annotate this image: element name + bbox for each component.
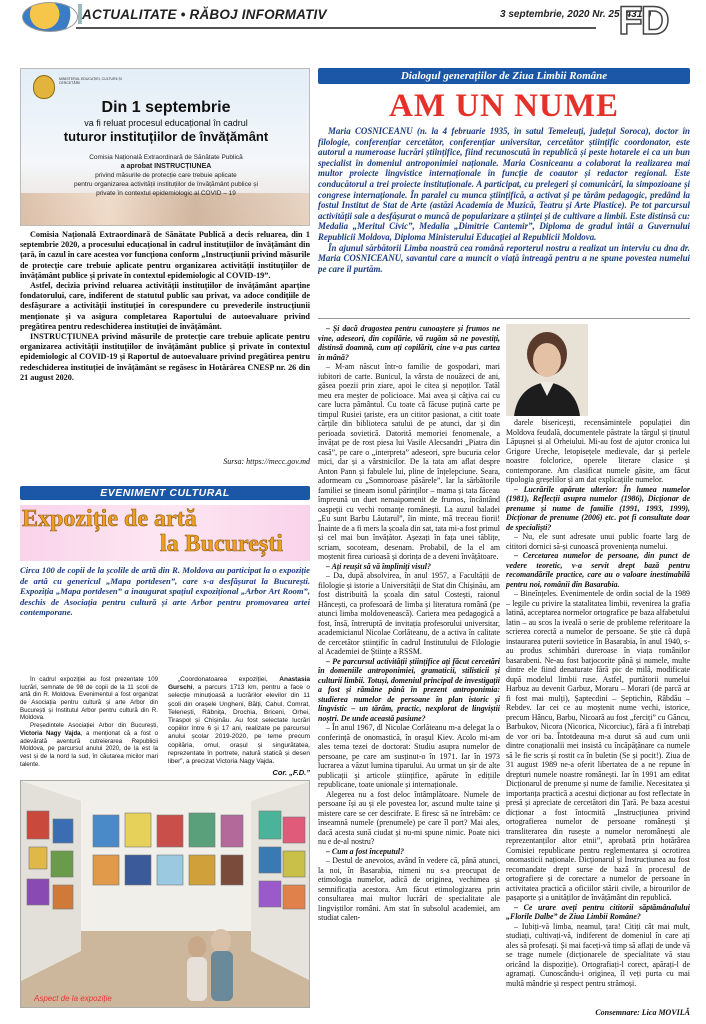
header-rule	[76, 27, 596, 29]
interview-column-1	[318, 324, 500, 923]
paragraph	[20, 722, 158, 768]
portrait-photo	[506, 324, 588, 416]
banner-detail-line: pentru organizarea activității instituțiilor de învățământ publice și	[74, 181, 258, 188]
answer: – Nu, ele sunt adresate unui public foarte larg de cititori dornici să-și cunoască proveniența numelui.	[506, 532, 690, 551]
article-column	[168, 676, 310, 766]
issue-date: 3 septembrie, 2020 Nr. 25 (4319)	[500, 9, 652, 20]
banner-detail-line: private în contextul epidemiologic al COVID – 19	[96, 190, 236, 197]
answer: Alegerea nu a fost deloc întâmplătoare. Numele de persoane își au și ele povestea lor, ascund multe taine și mistere care se cer descifrate. E firesc să ne întrebăm: ce înseamnă numele (prenumele) pe care îl port? Mai ales, dacă acesta sună ciudat și nu-mi spune nimic. Poate nici nu e de-al nostru?	[318, 789, 500, 846]
person-name: Anastasia Gurschi	[168, 676, 310, 692]
newspaper-logo: FD	[618, 0, 668, 43]
answer: – Destul de anevoios, având în vedere că, până atunci, la noi, în Basarabia, nimeni nu s-a preocupat de etimologia numelor, adică de originea, vechimea și semnificația acestora. Am făcut etimologizarea prin consultarea mai multor lucrări de specialitate ale lingviștilor români. Am stat în subsolul academiei, am studiat calen-	[318, 856, 500, 922]
headline-line-2: la București	[160, 531, 283, 557]
text-run: „Coordonatoarea expoziției,	[178, 676, 280, 683]
exhibition-photo	[20, 780, 310, 1008]
paragraph	[168, 676, 310, 766]
banner-subheading: va fi reluat procesul educațional în cadrul	[84, 118, 248, 128]
photo-caption: Aspect de la expoziție	[34, 994, 112, 1003]
announcement-banner	[20, 68, 310, 226]
paragraph: INSTRUCȚIUNEA privind măsurile de protecție care trebuie aplicate pentru organizarea activității instituțiilor de învățământ publice și private în contextul epidemiologic al COVID-19 și Raportul de autoevaluare privind pregătirea pentru redeschiderea instituției de învățământ se regăsesc în Hotărârea CNESP nr. 26 din 21 august 2020.	[20, 332, 310, 382]
interview-lead	[318, 126, 690, 274]
banner-details	[41, 153, 291, 198]
paragraph: În cadrul expoziției au fost prezentate 109 lucrări, semnate de 98 de copii de la 11 școli de artă din R. Moldova. Evenimentul a fost organizat de Asociația pentru cultură și arte Arbor din București și Institutul Arbor pentru cultură din R. Moldova.	[20, 676, 158, 722]
exhibition-photo-art	[21, 781, 310, 1008]
article-signature: Cor. „F.D.”	[272, 768, 310, 777]
section-title: ACTUALITATE • RĂBOJ INFORMATIV	[82, 7, 327, 22]
question: – Cercetarea numelor de persoane, din punct de vedere teoretic, v-a servit drept bază pentru recomandările practice, care au o valoare inestimabilă pentru noi, românii din Basarabia.	[506, 551, 690, 589]
text-run: , a parcurs 1713 km, pentru a face o selecție minuțioasă a lucrărilor elevilor din 11 școli din orașele Ungheni, Bălți, Cahul, Comrat, Telenești, Râbnița, Drochia, Briceni, Orhei, Tiraspol și Chișinău. Au fost selectate lucrări copiilor între 6 și 17 ani, realizate pe parcursul anului școlar 2019-2020, pe teme precum copilăria, omul, orașul și singurătatea, reprezentate în portrete, natură statică și desen liber”, a precizat Victoria Nagy Vajda.	[168, 684, 310, 765]
answer: – Da, după absolvirea, în anul 1957, a Facultății de filologie și istorie a Universității de Stat din Chișinău, am fost distribuită la școala din satul Costești, raionul Hâncești, ca profesoară de limba și literatura română (pe atunci limba moldovenească). Cariera mea pedagogică a fost, însă, întreruptă de invitația profesorului universitar, academicianul Nicolae Corlăteanu, de a activa în calitate de cercetător științific în cadrul Institutului de Filologie al Academiei de Științe a RSSM.	[318, 571, 500, 656]
interview-column-2	[506, 418, 690, 988]
interview-signature: Consemnare: Lica MOVILĂ	[595, 1008, 690, 1017]
answer: – În anul 1967, dl Nicolae Corlăteanu m-a delegat la o conferință de onomastică, în orașul Kiev. Acolo mi-am ales tema tezei de doctorat: Studiu asupra numelor de persoane, pe care am susținut-o în 1971. Iar în 1973 lucrarea a văzut lumina tiparului. Au urmat un șir de alte publicații și articole științifice, apărute în edițiile republicane, toate unionale și internaționale.	[318, 723, 500, 789]
question: – Lucrările apărute ulterior: În lumea numelor (1981), Reflecții asupra numelor (1986), Dicționar de prenume și nume de familie (1991, 1993, 1999), Dicționar de prenume (2006) etc. pot fi consultate doar de specialiști?	[506, 484, 690, 532]
coat-of-arms-icon	[33, 75, 55, 99]
ministry-name: MINISTERUL EDUCAȚIEI, CULTURII ȘI CERCETĂRII	[59, 77, 122, 85]
paragraph: În ajunul sărbătorii Limba noastră cea română reporterul nostru a realizat un interviu cu dna dr. Maria COSNICEANU, savantul care a muncit o viață întreagă pentru a ne spune povestea numelui pe care îl purtăm.	[318, 242, 690, 274]
education-article	[20, 230, 310, 383]
question: – Cum a fost începutul?	[326, 846, 405, 856]
article-lead: Circa 100 de copii de la școlile de artă din R. Moldova au participat la o expoziție de artă cu genericul „Mapa portdesen”, care s-a desfășurat la București. Expoziția „Mapa portdesen” a inaugurat spațiul expozițional „Arbor Art Room”, deschis de Asociația pentru cultură și arte Arbor pentru promovarea artei contemporane.	[20, 565, 310, 617]
interview-kicker: Dialogul generațiilor de Ziua Limbii Române	[400, 70, 608, 82]
banner-detail-line: a aprobat INSTRUCȚIUNEA	[120, 163, 212, 170]
person-name: Victoria Nagy Vajda	[20, 729, 81, 737]
interview-title: AM UN NUME	[389, 88, 619, 124]
article-column	[20, 676, 158, 768]
section-label: EVENIMENT CULTURAL	[100, 487, 230, 499]
divider	[318, 318, 690, 319]
question: – Și dacă dragostea pentru cunoaștere și frumos ne vine, adeseori, din copilărie, vă rugăm să ne povestiți, distinsă doamnă, cum ați copilărit, cine v-a pus cartea în mână?	[318, 324, 500, 362]
text-run: Președintele Asociației Arbor din București,	[30, 722, 158, 730]
banner-detail-line: Comisia Națională Extraordinară de Sănătate Publică	[89, 154, 243, 161]
pencil-logo-icon	[22, 2, 78, 32]
paragraph: Comisia Națională Extraordinară de Sănătate Publică a decis reluarea, din 1 septembrie 2020, a procesului educațional în cadrul instituțiilor de învățământ din țară, în cazul în care acestea vor funcționa conform „Instrucțiunii privind măsurile de protecție care trebuie aplicate pentru organizarea activității instituțiilor de învățământ publice și private în contextul epidemiologic al COVID-19”.	[20, 230, 310, 280]
banner-heading: Din 1 septembrie	[101, 99, 231, 116]
answer: – Bineînțeles. Evenimentele de ordin social de la 1989 – legile cu privire la statalitatea limbii, revenirea la grafia latină, acceptarea normelor ortografice pe baza alfabetului latin – au scos la iveală o serie de probleme referitoare la scrierea corectă a numelor de persoane. Se știe că după instaurarea puterii sovietice în Basarabia, în anul 1940, s-au produs schimbări dureroase în viața românilor basarabeni. Ne-au fost batjocorite până și numele, multe dintre ele fiind denaturate fără pic de milă, modificate după modelul limbii ruse. Astfel, purtătorii numelui Harbuz au devenit Garbuz, Moraru – Morari (de parcă ar fi fost mai mulți), Șaptecdini – Șeptichin, Râbdău – Rebdev. Iar cei ce au moștenit nume vechi, istorice, precum Hâncu, Barbu, Nicoară au fost „ferciți” cu Găncu, Barbukov, Nicora (Nicorica, Nicorciuc), fără a fi întrebați de vor ori ba. Întotdeauna m-a durut să aud cum unii dintre conaționalii mei insistă cu încăpățânare ca numele să le fie scris și rostit ca în buletin (Se și pocit!). Ziua de 31 august 1989 ne-a oferit libertatea de a ne repune în drepturi numele noastre românești. Iar în 1991 am editat Dicționarul de prenume și nume de familie. Necesitatea și importanța practică a acestui dicționar au fost reflectate în presă și apreciate de cercetători din Țară. Pe baza acestui dicționar a fost întocmită „Instrucțiunea privind ortografierea numelor de persoane românești și transliterarea din rusește a numelor neromânești ale reprezentanților altor etnii”, aprobată prin hotărârea Comisiei republicane pentru reglementarea și ocrotirea onomasticii naționale. Dicționarul și Instrucțiunea au fost recomandate drept surse de bază în procesul de ortografiere și de corectare a numelor de persoane în activitatea practică a oficiilor stării civile, a birourilor de pașaporte și a unităților de învățământ din republică.	[506, 589, 690, 902]
question: – Ce urare aveți pentru cititorii săptămânalului „Florile Dalbe” de Ziua Limbii Române?	[506, 902, 690, 921]
paragraph: Maria COSNICEANU (n. la 4 februarie 1935, în satul Temeleuți, județul Soroca), doctor în filologie, conferențiar cercetător, conferențiar universitar, cercetător științific coordonator, este autorul a numeroase lucrări științifice, fiind recunoscută în republică și peste hotarele ei ca un bun specialist în domeniul antroponimiei naționale. Maria Cosniceanu a colaborat la realizarea mai multor proiecte lingvistice internaționale în funcție de coautor și redactor regional. Este conducătorul a trei proiecte instituționale. A participat, cu prelegeri și comunicări, la simpozioane și congrese internaționale. În paralel cu munca științifică, a activat și pe tărâm pedagogic, predând la fostul Institut de Stat de Arte (astăzi Academia de Muzică, Teatru și Arte Plastice). Pe tot parcursul activității sale a desfășurat o muncă de popularizare a științei și de cultivare a limbii. Este distinsă cu: Medalia „Meritul Civic”, Medalia „Dimitrie Cantemir”, Diploma de gradul întâi a Guvernului Republicii Moldova, Diploma Ministerului Educației al Republicii Moldova.	[318, 126, 690, 242]
answer: – M-am născut într-o familie de gospodari, mari iubitori de carte. Bunicul, la vârsta de nouăzeci de ani, găsea poezii prin ziare, apoi le citea și nepoților. Tatăl meu era meșter de policioace. Mai avea și câțiva cai cu care lucra pământul. Cu toate că făcuse puțină carte pe timpul Rusiei țariste, era un cititor pasionat, a citit toate cărțile din biblioteca satului de pe atunci, dar și din perioada sovietică. Datorită memoriei fenomenale, a învățat pe de rost piesa lui Vasile Alecsandri „Piatra din casă”, pe care o „interpreta” adeseori, spre bucuria celor mici, dar și a vârstnicilor. De la tata am aflat despre Anton Pann și fabulele lui, pline de înțelepciune. Seara, adormeam cu „Somnoroase păsărele”. Iar la sărbătorile familiei se țineam isonul părinților – mama și tata făceau împreună un duet nemaipomenit de frumos, încântând oaspeții cu vechi romanțe românești. La auzul baladei „Eu sunt Barbu Lăutarul”, îin minte, mă treceau fiorii! Înainte de a fi mers la școala din sat, tata mi-a fost primul și cel mai bun învățător. Așezați în fața unei tăblițe, scriam, socoteam, desenam. Probabil, de la el am moștenit firea curioasă și dorința de a deveni învățătoare.	[318, 362, 500, 561]
paragraph: Astfel, decizia privind reluarea activității instituțiilor de învățământ aparține fondatorului, care, indiferent de statutul public sau privat, va adoce condițiile de desfășurare a activității instituției în corespundere cu prevederile instrucțiunii menționate și va asigura completarea Raportului de autoevaluare privind pregătirea pentru redeschiderea instituției de învățământ.	[20, 281, 310, 331]
answer: – Iubiți-vă limba, neamul, țara! Citiți cât mai mult, studiați, cultivați-vă, indiferent de domeniul în care ați ales să profesați. Și mai faceți-vă timp să aflați de unde vă se trage numele (dicționarele de specialitate vă stau oricând la dispoziție). Ortografiați-l corect, apărați-l de agramați. Cunoscându-i originea, îl veți purta cu mai multă mândrie și respect pentru strămoși.	[506, 921, 690, 988]
question: – Ați reușit să vă împliniți visul?	[326, 561, 431, 571]
source-link: Sursa: https://mecc.gov.md	[223, 457, 310, 466]
answer: darele bisericești, recensămintele populației din Moldova feudală, documentele păstrate la târgul și ținutul Lăpușnei și al Orheiului. Mi-au fost de ajutor cronica lui Grigore Ureche, letopisețele medievale, dar și perlele noastre folclorice, operele literare clasice și contemporane. Am clasificat numele găsite, am făcut tipologia greșelilor și am dat explicațiile numelor.	[506, 418, 690, 484]
question: – Pe parcursul activității științifice ați făcut cercetări în domeniile antroponimiei, gramaticii, stilisticii și culturii limbii. Totuși, domeniul principal de investigații a fost și rămâne până în prezent antroponimia: studierea numelor de persoane în plan istoric și lingvistic – un tărâm, practic, nexplorat de lingviștii noștri. De unde această pasiune?	[318, 656, 500, 723]
text-run: , a menționat că a fost o adevărată aventură cutreierarea Republicii Moldova, pe parcursul anului 2020, de la est la vest și de la nord la sud, în căutarea micilor mari talente.	[20, 729, 158, 768]
banner-detail-line: privind măsurile de protecție care trebuie aplicate	[95, 172, 237, 179]
banner-heading-2: tuturor instituțiilor de învățământ	[63, 129, 269, 144]
portrait-photo-art	[506, 324, 588, 416]
headline-line-1: Expoziție de artă	[22, 506, 197, 532]
